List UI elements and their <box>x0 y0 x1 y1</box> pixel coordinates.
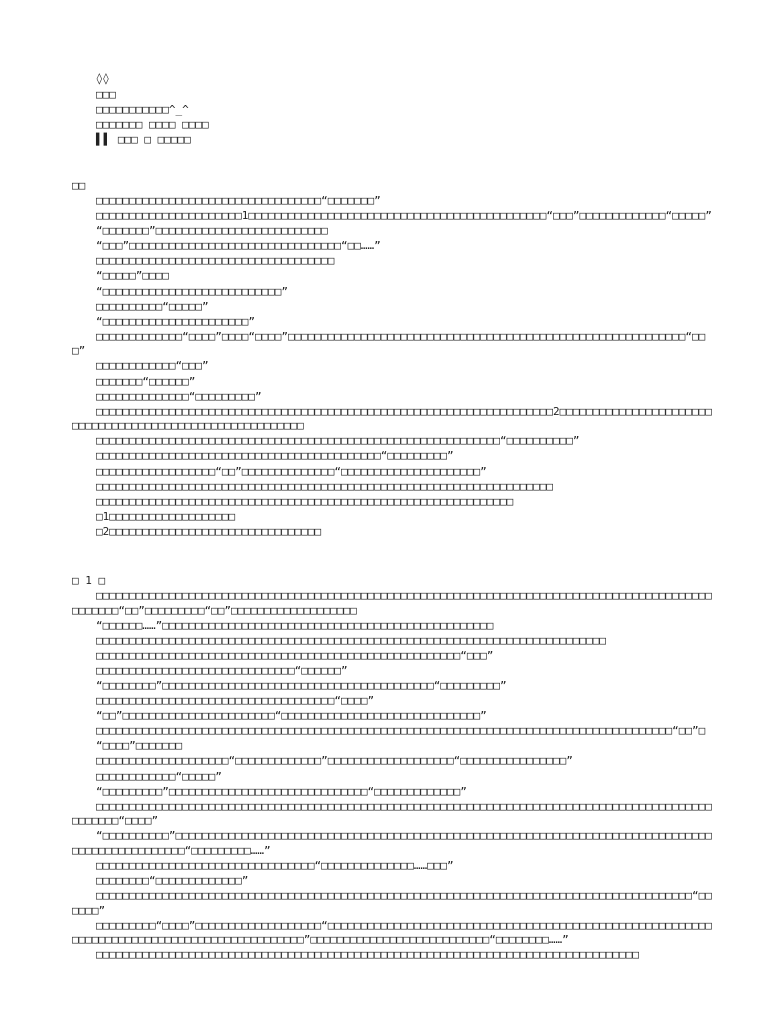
paragraph: □□□□□□□□□□□□□□□□□□□□□□□□□□□□□□□□□□□□□□□□□□□□□□□□□□□□□□□□□□□□□□□□□□□□□2□□□□□□□□□□□□□□□□□□□□□□□□□□□□□□□□□□□□□□□□□□□□□□□□□□□□□□□□□□ <box>72 404 712 433</box>
paragraph: □1□□□□□□□□□□□□□□□□□□□ <box>96 509 236 523</box>
paragraph: □□□□□□□□□□□□□□□□□□□□□□□□□□□□□□□□□□□□□□□□□□□□□□□□□□□□□□□□□□□□□□□ <box>96 494 514 508</box>
paragraph: □□□□□□□□□□□□□□□□□□□□□□□□□□□□□□“□□□□□□” <box>96 663 348 677</box>
header-line-4-text: □□□ □ □□□□□ <box>111 133 191 146</box>
paragraph: “□□□□□□□□□□□□□□□□□□□□□□” <box>96 314 255 328</box>
header-line-4 <box>96 133 191 147</box>
section-title: □ 1 □ <box>72 574 106 587</box>
diamond-icon: ◊◊ <box>96 72 110 85</box>
paragraph: □□□□□□□□□□□□□□□□□□□□□□□□□□□□□□□□□□□□□□□□□□□□□□□□□□□□□□□□□□□□□“□□□□□□□□□□” <box>96 434 580 448</box>
paragraph: □□□□□□□□□□□□□□□□□□□□□□□□□□□□□□□□□□□□□□□□□□□□□□□□□□□□□□□“□□□” <box>96 648 494 662</box>
pause-icon: ▌▌ <box>96 133 112 146</box>
paragraph: “□□□□□□□□□□□□□□□□□□□□□□□□□□□” <box>96 284 289 298</box>
paragraph: □□□□□□□□□□□□□□□□□□□□□□□□□□□□□□□□□□□□□□□□□□□□□□□□□□□□□□□□□□□□□□□□□□□□□□□□□□□□□□□□□□□□□□□□□□□□□□□□□□□□“□□”□□□□□□□□□“□□”□□□□□□□□□□□□□□□□□□□ <box>72 589 712 617</box>
paragraph: “□□□□□□□□□□”□□□□□□□□□□□□□□□□□□□□□□□□□□□□□□□□□□□□□□□□□□□□□□□□□□□□□□□□□□□□□□□□□□□□□□□□□□□□□□□□□□□□□□□□□□□□□□□□□□“□□□□□□□□□……” <box>72 829 712 857</box>
section-body <box>72 589 712 963</box>
paragraph: □□□□□□□□□□□□□□□□□□□□□□□□□□□□□□□□□□□□□□□□□□□“□□□□□□□□□” <box>96 449 454 463</box>
paragraph: □□□□□□□□□□□□□□□□□□□□□□□□□□□□□□□□□□□□□□□□□□□□□□□□□□□□□□□□□□□□□□□□□□□□□□□□□□□□□□□□□□ <box>96 948 640 962</box>
paragraph: □□□□□□□□□□□□“□□□” <box>96 359 209 373</box>
paragraph: □□□□□□□□□□□□□□□□□□□□□□□□□□□□□□□□□□“□□□□□□□” <box>96 194 381 207</box>
section-title: □□ <box>72 179 86 192</box>
paragraph: “□□”□□□□□□□□□□□□□□□□□□□□□□□“□□□□□□□□□□□□□□□□□□□□□□□□□□□□□□” <box>96 709 487 723</box>
paragraph: “□□□□□□……”□□□□□□□□□□□□□□□□□□□□□□□□□□□□□□□□□□□□□□□□□□□□□□□□□□ <box>96 618 494 632</box>
paragraph: □□□□□□□□□□□□□□□□□□□□□□□□□□□□□□□□□□□□□□□□□□□□□□□□□□□□□□□□□□□□□□□□□□□□□□□□□□□□□ <box>96 633 606 647</box>
paragraph: “□□□□”□□□□□□□ <box>96 739 183 753</box>
paragraph: “□□□□□”□□□□ <box>96 269 169 283</box>
paragraph: □□□□□□□□□□□□□□□□□□□□□□□□□□□□□□□□□□□□□□□□□□□□□□□□□□□□□□□□□□□□□□□□□□□□□□□□□□□□□□□□□□□□□□□□□□“□□□□□□” <box>72 889 712 917</box>
paragraph: □□□□□□□“□□□□□□” <box>96 374 196 388</box>
paragraph: □□□□□□□□□□“□□□□□” <box>96 299 209 313</box>
section-body <box>72 194 712 539</box>
paragraph: □□□□□□□□□□□□“□□□□□” <box>96 769 222 783</box>
paragraph: □□□□□□□□□□□□□□□□□□“□□”□□□□□□□□□□□□□□“□□□□□□□□□□□□□□□□□□□□□” <box>96 464 487 478</box>
paragraph: □□□□□□□□□□□□□□□□□□□□□□□□□□□□□□□□□“□□□□□□□□□□□□□□……□□□” <box>96 858 454 872</box>
paragraph: “□□□”□□□□□□□□□□□□□□□□□□□□□□□□□□□□□□□□“□□……” <box>96 239 381 253</box>
header-line-1: □□□ <box>96 88 116 101</box>
paragraph: □2□□□□□□□□□□□□□□□□□□□□□□□□□□□□□□□□ <box>96 524 322 538</box>
paragraph: □□□□□□□□□□□□□□□□□□□□□□1□□□□□□□□□□□□□□□□□□□□□□□□□□□□□□□□□□□□□□□□□□□□□“□□□”□□□□□□□□□□□□□“□□□□□” <box>96 209 712 223</box>
paragraph: □□□□□□□□□□□□□□□□□□□□“□□□□□□□□□□□□□”□□□□□□□□□□□□□□□□□□□“□□□□□□□□□□□□□□□□” <box>96 754 573 768</box>
paragraph: □□□□□□□□“□□□□□□□□□□□□□” <box>96 874 249 887</box>
paragraph: □□□□□□□□□□□□□□□□□□□□□□□□□□□□□□□□□□□□□□□□□□□□□□□□□□□□□□□□□□□□□□□□□□□□□□□□□□□□□□□□□□□□□□□□□□□□□□□□□□□□“□□□□” <box>72 799 712 828</box>
paragraph: “□□□□□□□□”□□□□□□□□□□□□□□□□□□□□□□□□□□□□□□□□□□□□□□□□□“□□□□□□□□□” <box>96 678 507 692</box>
paragraph: □□□□□□□□□□□□□□“□□□□□□□□□” <box>96 389 262 403</box>
header-line-2: □□□□□□□□□□□^_^ <box>96 103 189 116</box>
paragraph: □□□□□□□□□□□□□□□□□□□□□□□□□□□□□□□□□□□□□□□□□□□□□□□□□□□□□□□□□□□□□□□□□□□□□□□□□□□□□□□□□□□□□□□“□□”□ <box>96 724 706 738</box>
section-chapter-1 <box>72 573 712 963</box>
paragraph: □□□□□□□□□□□□□□□□□□□□□□□□□□□□□□□□□□□□□□□□□□□□□□□□□□□□□□□□□□□□□□□□□□□□□ <box>96 479 553 493</box>
paragraph: □□□□□□□□□□□□□□□□□□□□□□□□□□□□□□□□□□□□“□□□□” <box>96 694 375 708</box>
paragraph: □□□□□□□□□□□□□□□□□□□□□□□□□□□□□□□□□□□□ <box>96 254 335 268</box>
paragraph: □□□□□□□□□□□□□“□□□□”□□□□“□□□□”□□□□□□□□□□□□□□□□□□□□□□□□□□□□□□□□□□□□□□□□□□□□□□□□□□□□□□□□□□□□“□□□” <box>72 329 706 358</box>
paragraph: □□□□□□□□□“□□□□”□□□□□□□□□□□□□□□□□□□“□□□□□□□□□□□□□□□□□□□□□□□□□□□□□□□□□□□□□□□□□□□□□□□□□□□□□□□□□□□□□□□□□□□□□□□□□□□□□□□□□□□□□□□□□□□□□”□□□□□□□□□□□□□□□□□□□□□□□□□□□“□□□□□□□□……” <box>72 918 712 947</box>
header-line-3: □□□□□□□ □□□□ □□□□ <box>96 118 209 131</box>
section-intro <box>72 178 712 540</box>
paragraph: “□□□□□□□□□”□□□□□□□□□□□□□□□□□□□□□□□□□□□□□□“□□□□□□□□□□□□□” <box>96 784 467 798</box>
paragraph: “□□□□□□□”□□□□□□□□□□□□□□□□□□□□□□□□□□ <box>96 224 328 238</box>
